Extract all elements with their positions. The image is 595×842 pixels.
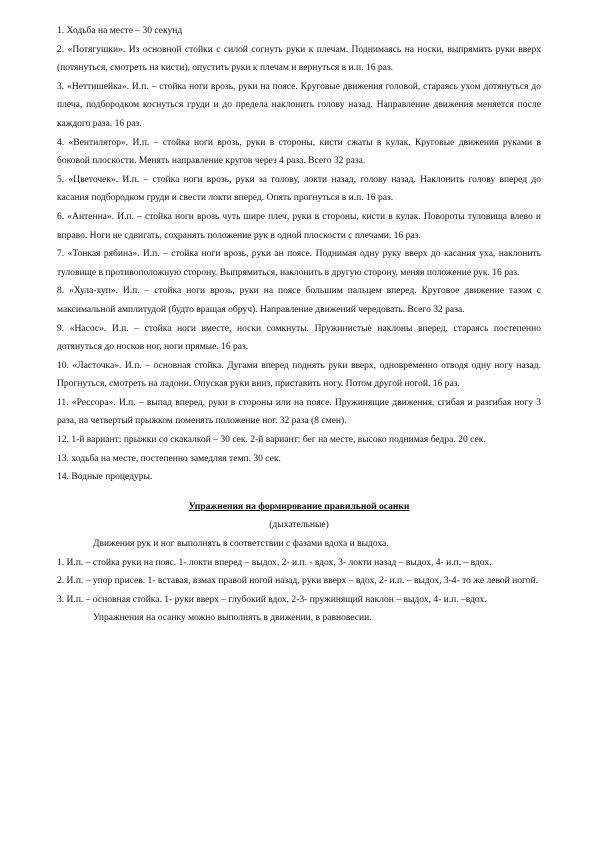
- exercise-7: 7. «Тонкая рябина». И.п. – стойка ноги врозь, руки ан поясе. Поднимая одну руку вверх до касания уха, наклонить туловище в противоположную сторону. Выпрямиться, наклонить в другую сторону, меняя положение рук. 16 раз.: [57, 248, 541, 278]
- exercise-4: 4. «Вентилятор». И.п. – стойка ноги врозь, руки в стороны, кисти сжаты в кулак. Круговые движения руками в боковой плоскости. Менять направление кругов через 4 раза. Всего 32 раза.: [57, 136, 541, 167]
- posture-item-3: 3. И.п. – основная стойка. 1- руки вверх – глубокий вдох, 2-3- пружинящий наклон – выдох, 4- и.п. –вдох.: [57, 593, 487, 605]
- posture-item-1: 1. И.п. – стойка руки на пояс. 1- локти вперед – выдох, 2- и.п. - вдох, 3- локти назад – выдох, 4- и.п. – вдох.: [57, 556, 492, 568]
- section-intro: Движения рук и ног выполнять в соответствии с фазами вдоха и выдоха.: [93, 538, 389, 550]
- exercise-9: 9. «Насос». И.п. – стойка ноги вместе, носки сомкнуты. Пружинистые наклоны вперед, стараясь постепенно дотянуться до носков ног, ноги прямые. 16 раз.: [57, 322, 541, 353]
- section-closing: Упражнения на осанку можно выполнять в движении, в равновесии.: [93, 612, 372, 624]
- section-title: Упражнения на формирование правильной осанки: [188, 500, 410, 512]
- exercise-5: 5. «Цветочек». И.п. – стойка ноги врозь, руки за голову, локти назад, голову назад. Наклонить голову вперед до касания подбородком груди и свести локти вперед. Опять прогнуться в и.п. 16 раз.: [57, 173, 541, 204]
- exercise-10: 10. «Ласточка». И.п. – основная стойка. Дугами вперед поднять руки вверх, одновременно отводя одну ногу назад. Прогнуться, смотреть на ладони. Опуская руки вниз, приставить ногу. Потом другой ногой. 16 раз.: [57, 359, 541, 390]
- exercise-14: 14. Водные процедуры.: [57, 471, 153, 483]
- section-subtitle: (дыхательные): [269, 519, 329, 531]
- exercise-12: 12. 1-й вариант: прыжки со скакалкой – 30 сек. 2-й вариант: бег на месте, высоко поднимая бедра. 20 сек.: [57, 434, 486, 446]
- exercise-8: 8. «Хула-хуп». И.п. – стойка ноги врозь, руки на поясе большим пальцем вперед. Круговое движение тазом с максимальной амплитудой (будто вращая обруч). Направление движений чередовать. Всего 32 раза.: [57, 285, 541, 315]
- document-page: [57, 22, 541, 628]
- exercise-6: 6. «Антенна». И.п. – стойка ноги врозь чуть шире плеч, руки в стороны, кисти в кулак. Повороты туловища влево и вправо. Ноги не сдвигать, сохранять положение рук в одной плоскости с плечами. 16 раз.: [57, 210, 541, 241]
- exercise-11: 11. «Рессора». И.п. – выпад вперед, руки в стороны или на поясе. Пружинящие движения, сгибая и разгибая ногу 3 раза, на четвертый прыжком поменять положение ног. 32 раза (8 смен).: [57, 396, 541, 427]
- exercise-3: 3. «Неттишейка». И.п. – стойка ноги врозь, руки на поясе. Круговые движения головой, стараясь ухом дотянуться до плеча, подбородком коснуться груди и до предела наклонить голову назад. Направление движения меняется после каждого раза. 16 раз.: [57, 80, 541, 129]
- posture-item-2: 2. И.п. – упор присев. 1- вставая, взмах правой ногой назад, руки вверх – вдох, 2- и.п. – выдох, 3-4- то же левой ногой.: [57, 575, 538, 587]
- exercise-2: 2. «Потягушки». Из основной стойки с силой согнуть руки к плечам. Поднимаясь на носки, выпрямить руки вверх (потянуться, смотреть на кисти), опустить руки к плечам и вернуться в и.п. 16 раз.: [57, 43, 541, 74]
- exercise-13: 13. ходьба на месте, постепенно замедляя темп. 30 сек.: [57, 452, 281, 464]
- exercise-1: 1. Ходьба на месте – 30 секунд: [57, 25, 183, 36]
